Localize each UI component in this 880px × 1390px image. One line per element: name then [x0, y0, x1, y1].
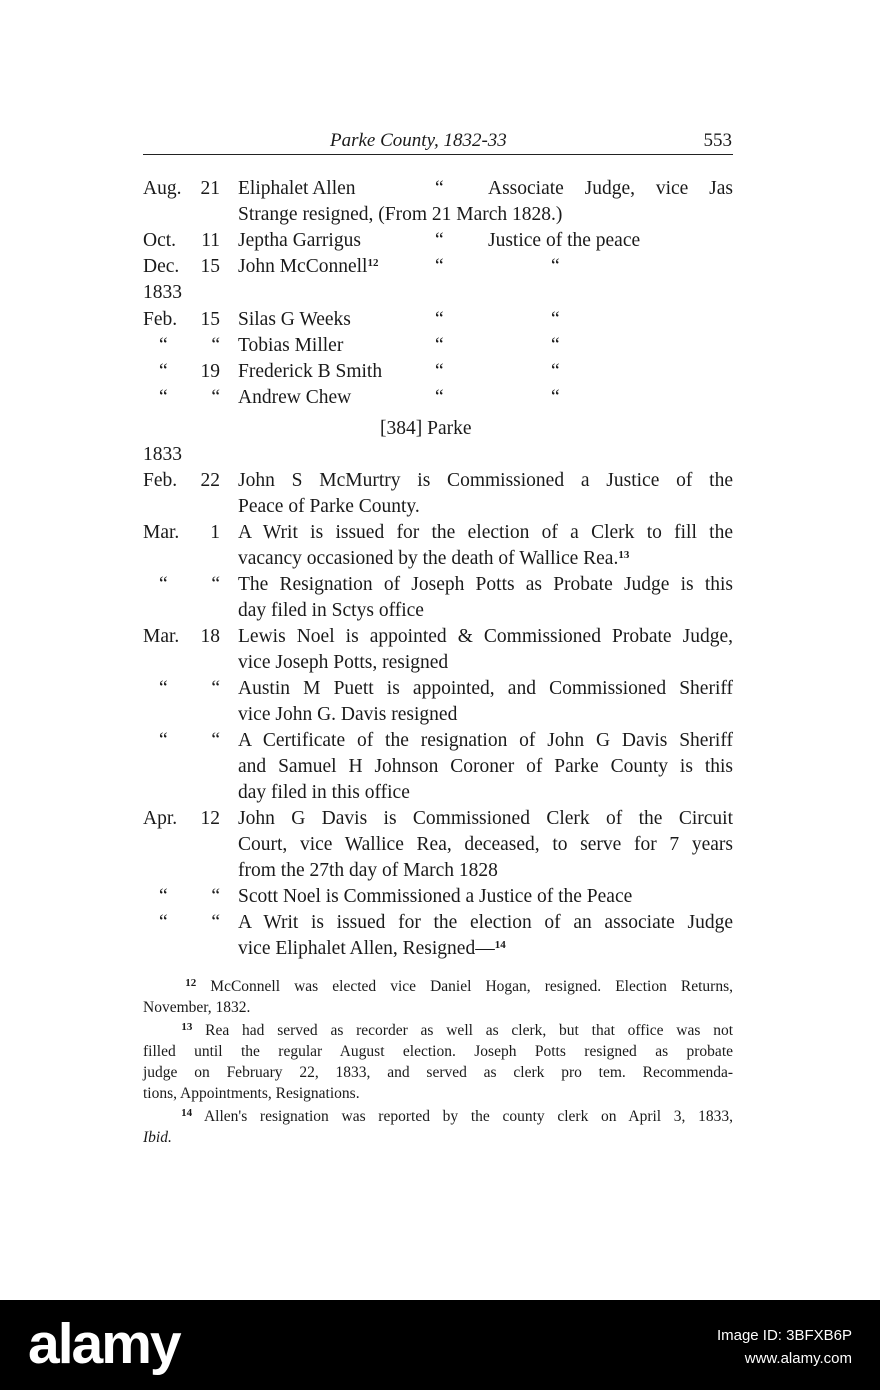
- list-item: [143, 754, 733, 780]
- entry-month: Feb.: [143, 309, 178, 330]
- entry-name: Andrew Chew: [238, 387, 352, 408]
- list-item: [143, 494, 733, 520]
- entry-text: Lewis Noel is appointed & Commissioned Probate Judge,: [238, 626, 733, 647]
- year-heading: [143, 442, 733, 468]
- ditto-mark: “: [159, 912, 168, 933]
- entry-text: Scott Noel is Commissioned a Justice of the Peace: [238, 886, 633, 907]
- entry-text: vice Eliphalet Allen, Resigned—$^{14}$: [238, 938, 506, 959]
- entry-text: from the 27th day of March 1828: [238, 860, 498, 881]
- ditto-mark: “: [159, 387, 168, 408]
- ditto-mark: “: [551, 361, 560, 382]
- list-item: [143, 333, 733, 359]
- footnote-continuation: November, 1832.: [143, 999, 251, 1016]
- list-item: [143, 936, 733, 962]
- footnote-number: 14: [181, 1107, 193, 1119]
- entry-day: 19: [200, 361, 220, 382]
- entry-name: Jeptha Garrigus: [238, 230, 361, 251]
- watermark-logo: alamy: [28, 1312, 180, 1376]
- ditto-mark: “: [435, 387, 444, 408]
- entry-day: 22: [200, 470, 220, 491]
- entry-year: 1833: [143, 444, 182, 465]
- watermark-image-id: Image ID: 3BFXB6P: [716, 1327, 852, 1344]
- running-title: Parke County, 1832-33: [330, 130, 507, 151]
- list-item: [143, 254, 733, 280]
- list-item: [143, 202, 733, 228]
- section-title: [384] Parke: [380, 418, 472, 439]
- entry-text: Austin M Puett is appointed, and Commissioned Sheriff: [238, 678, 733, 699]
- footnote: [143, 1020, 733, 1041]
- list-item: [143, 832, 733, 858]
- entry-day: 12: [200, 808, 220, 829]
- footnote-ref: 13: [618, 549, 630, 561]
- entry-text: vacancy occasioned by the death of Wallice Rea.$^{13}$: [238, 548, 630, 569]
- list-item: [143, 806, 733, 832]
- footnote-text: Allen's resignation was reported by the county clerk on April 3, 1833,: [203, 1108, 734, 1125]
- entry-text: A Certificate of the resignation of John G Davis Sheriff: [238, 730, 733, 751]
- entry-month: Mar.: [143, 522, 180, 543]
- ditto-mark: “: [435, 178, 444, 199]
- ditto-mark: “: [551, 256, 560, 277]
- ditto-mark: “: [211, 387, 220, 408]
- list-item: [143, 520, 733, 546]
- ditto-mark: “: [159, 574, 168, 595]
- entry-text: day filed in this office: [238, 782, 410, 803]
- header-rule: [143, 154, 733, 155]
- entry-month: Feb.: [143, 470, 178, 491]
- ditto-mark: “: [211, 912, 220, 933]
- list-item: [143, 780, 733, 806]
- entry-continuation: Strange resigned, (From 21 March 1828.): [238, 204, 563, 225]
- ditto-mark: “: [159, 678, 168, 699]
- year-heading: [143, 280, 733, 306]
- entry-text: John G Davis is Commissioned Clerk of the Circuit: [238, 808, 733, 829]
- footnote-continuation: filled until the regular August election. Joseph Potts resigned as probate: [143, 1043, 733, 1060]
- entry-text: A Writ is issued for the election of a Clerk to fill the: [238, 522, 733, 543]
- ditto-mark: “: [551, 335, 560, 356]
- list-item: [143, 624, 733, 650]
- entry-text: vice John G. Davis resigned: [238, 704, 458, 725]
- list-item: [143, 910, 733, 936]
- ditto-mark: “: [435, 335, 444, 356]
- entry-day: 15: [200, 309, 220, 330]
- ditto-mark: “: [551, 387, 560, 408]
- entry-month: Apr.: [143, 808, 178, 829]
- entry-month: Mar.: [143, 626, 180, 647]
- list-item: [143, 385, 733, 411]
- ditto-mark: “: [211, 335, 220, 356]
- entry-month: Oct.: [143, 230, 177, 251]
- entry-text: John S McMurtry is Commissioned a Justice of the: [238, 470, 733, 491]
- footnote-continuation: judge on February 22, 1833, and served as clerk pro tem. Recommenda-: [143, 1064, 733, 1081]
- footnote-ref: 14: [494, 939, 506, 951]
- entry-text: The Resignation of Joseph Potts as Probate Judge is this: [238, 574, 733, 595]
- entry-text: A Writ is issued for the election of an associate Judge: [238, 912, 733, 933]
- list-item: [143, 884, 733, 910]
- ditto-mark: “: [435, 361, 444, 382]
- footnote-number: 12: [185, 977, 197, 989]
- ditto-mark: “: [159, 730, 168, 751]
- footnote-text: Rea had served as recorder as well as clerk, but that office was not: [205, 1022, 734, 1039]
- ditto-mark: “: [159, 335, 168, 356]
- ditto-mark: “: [435, 309, 444, 330]
- entry-day: 15: [200, 256, 220, 277]
- entry-day: 21: [200, 178, 220, 199]
- entry-office: Associate Judge, vice Jas: [488, 178, 733, 199]
- entry-text: and Samuel H Johnson Coroner of Parke County is this: [238, 756, 733, 777]
- ditto-mark: “: [211, 730, 220, 751]
- entry-day: 11: [201, 230, 220, 251]
- entry-day: 18: [200, 626, 220, 647]
- entry-month: Dec.: [143, 256, 180, 277]
- footnote-continuation: Ibid.: [143, 1129, 172, 1146]
- ditto-mark: “: [211, 574, 220, 595]
- watermark-url: www.alamy.com: [744, 1350, 852, 1367]
- list-item: [143, 359, 733, 385]
- entry-office: Justice of the peace: [488, 230, 641, 251]
- entry-text: day filed in Sctys office: [238, 600, 424, 621]
- ditto-mark: “: [435, 230, 444, 251]
- list-item: [143, 702, 733, 728]
- ditto-mark: “: [211, 886, 220, 907]
- list-item: [143, 598, 733, 624]
- entry-name: John McConnell$^{12}$: [238, 256, 379, 277]
- entry-name: Silas G Weeks: [238, 309, 351, 330]
- entry-text: Peace of Parke County.: [238, 496, 420, 517]
- ditto-mark: “: [211, 678, 220, 699]
- list-item: [143, 676, 733, 702]
- list-item: [143, 728, 733, 754]
- list-item: [143, 228, 733, 254]
- entry-text: vice Joseph Potts, resigned: [238, 652, 449, 673]
- ditto-mark: “: [159, 361, 168, 382]
- footnote: [143, 976, 733, 997]
- ditto-mark: “: [435, 256, 444, 277]
- list-item: [143, 546, 733, 572]
- entry-day: 1: [210, 522, 220, 543]
- list-item: [143, 468, 733, 494]
- page-number: 553: [703, 130, 732, 151]
- entry-year: 1833: [143, 282, 182, 303]
- footnote-text: McConnell was elected vice Daniel Hogan, resigned. Election Returns,: [210, 978, 734, 995]
- entry-month: Aug.: [143, 178, 182, 199]
- footnote-continuation: tions, Appointments, Resignations.: [143, 1085, 360, 1102]
- list-item: [143, 572, 733, 598]
- ditto-mark: “: [159, 886, 168, 907]
- footnote-ref: 12: [367, 257, 379, 269]
- entry-text: Court, vice Wallice Rea, deceased, to serve for 7 years: [238, 834, 733, 855]
- entry-name: Eliphalet Allen: [238, 178, 356, 199]
- list-item: [143, 650, 733, 676]
- footnote-number: 13: [181, 1021, 193, 1033]
- list-item: [143, 176, 733, 202]
- ditto-mark: “: [551, 309, 560, 330]
- footnote: [143, 1106, 733, 1127]
- list-item: [143, 307, 733, 333]
- list-item: [143, 858, 733, 884]
- entry-name: Tobias Miller: [238, 335, 344, 356]
- entry-name: Frederick B Smith: [238, 361, 383, 382]
